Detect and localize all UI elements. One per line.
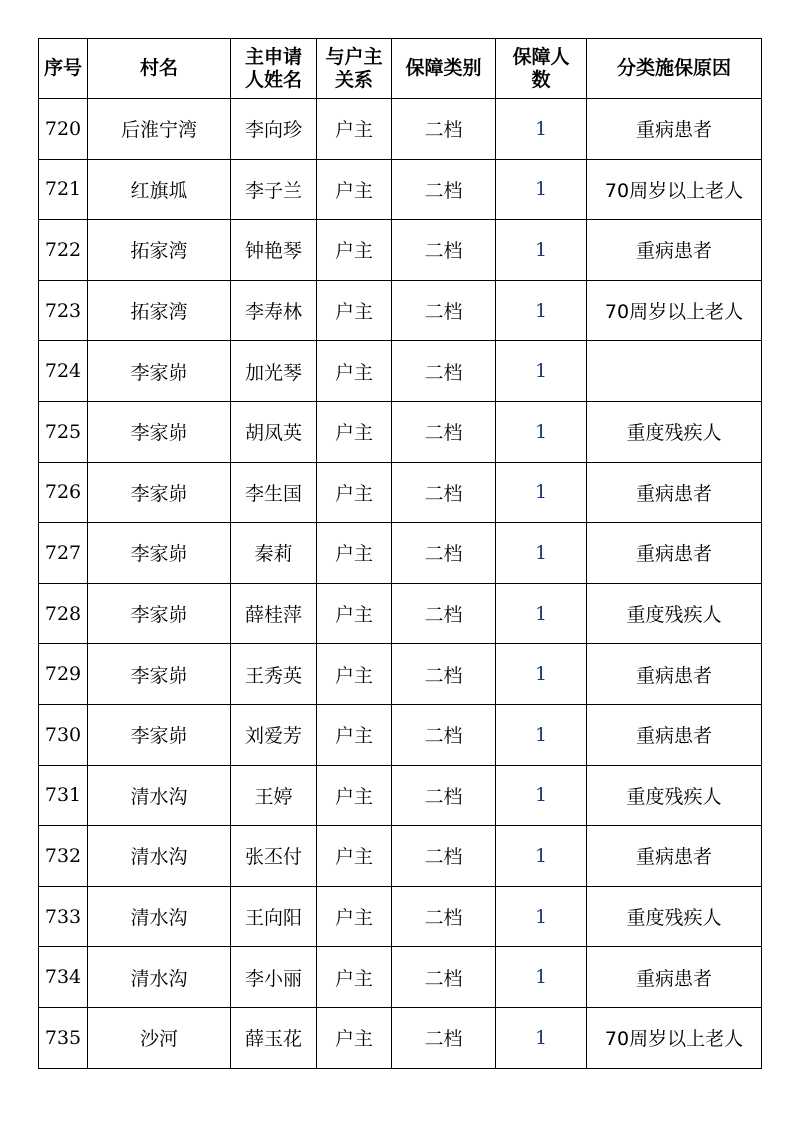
cell-count: 1 bbox=[496, 704, 587, 765]
cell-applicant-name: 李小丽 bbox=[231, 947, 317, 1008]
cell-reason: 重病患者 bbox=[587, 99, 762, 160]
cell-count: 1 bbox=[496, 765, 587, 826]
cell-relation: 户主 bbox=[317, 401, 392, 462]
cell-village: 李家峁 bbox=[88, 523, 231, 584]
cell-reason: 重病患者 bbox=[587, 220, 762, 281]
cell-count: 1 bbox=[496, 523, 587, 584]
cell-reason: 70周岁以上老人 bbox=[587, 1007, 762, 1068]
cell-reason: 重病患者 bbox=[587, 644, 762, 705]
cell-index: 728 bbox=[39, 583, 88, 644]
cell-index: 734 bbox=[39, 947, 88, 1008]
cell-count: 1 bbox=[496, 886, 587, 947]
cell-village: 清水沟 bbox=[88, 765, 231, 826]
cell-count: 1 bbox=[496, 583, 587, 644]
cell-category: 二档 bbox=[392, 826, 496, 887]
header-count-line2: 数 bbox=[531, 68, 551, 91]
cell-index: 732 bbox=[39, 826, 88, 887]
header-village: 村名 bbox=[88, 39, 231, 99]
cell-category: 二档 bbox=[392, 401, 496, 462]
header-index: 序号 bbox=[39, 39, 88, 99]
cell-village: 拓家湾 bbox=[88, 280, 231, 341]
cell-category: 二档 bbox=[392, 644, 496, 705]
header-applicant-name bbox=[231, 39, 317, 99]
cell-index: 726 bbox=[39, 462, 88, 523]
cell-reason: 重度残疾人 bbox=[587, 401, 762, 462]
cell-village: 拓家湾 bbox=[88, 220, 231, 281]
table-row bbox=[39, 280, 762, 341]
cell-relation: 户主 bbox=[317, 644, 392, 705]
cell-relation: 户主 bbox=[317, 523, 392, 584]
cell-reason: 重病患者 bbox=[587, 947, 762, 1008]
cell-category: 二档 bbox=[392, 159, 496, 220]
cell-applicant-name: 李生国 bbox=[231, 462, 317, 523]
cell-count: 1 bbox=[496, 826, 587, 887]
cell-relation: 户主 bbox=[317, 765, 392, 826]
table-row bbox=[39, 159, 762, 220]
cell-category: 二档 bbox=[392, 583, 496, 644]
header-applicant-line2: 人姓名 bbox=[244, 68, 302, 91]
header-reason: 分类施保原因 bbox=[587, 39, 762, 99]
table-row bbox=[39, 462, 762, 523]
table-body bbox=[39, 99, 762, 1069]
cell-category: 二档 bbox=[392, 886, 496, 947]
cell-relation: 户主 bbox=[317, 1007, 392, 1068]
cell-relation: 户主 bbox=[317, 220, 392, 281]
cell-applicant-name: 王向阳 bbox=[231, 886, 317, 947]
table-row bbox=[39, 704, 762, 765]
cell-village: 李家峁 bbox=[88, 704, 231, 765]
table-row bbox=[39, 947, 762, 1008]
cell-applicant-name: 秦莉 bbox=[231, 523, 317, 584]
cell-applicant-name: 王秀英 bbox=[231, 644, 317, 705]
cell-applicant-name: 刘爱芳 bbox=[231, 704, 317, 765]
cell-village: 李家峁 bbox=[88, 462, 231, 523]
cell-index: 730 bbox=[39, 704, 88, 765]
table-row bbox=[39, 1007, 762, 1068]
cell-reason: 重病患者 bbox=[587, 523, 762, 584]
cell-relation: 户主 bbox=[317, 99, 392, 160]
header-relation bbox=[317, 39, 392, 99]
cell-index: 731 bbox=[39, 765, 88, 826]
header-relation-line2: 关系 bbox=[334, 68, 373, 91]
table-row bbox=[39, 401, 762, 462]
cell-relation: 户主 bbox=[317, 341, 392, 402]
table-row bbox=[39, 583, 762, 644]
cell-reason: 重度残疾人 bbox=[587, 886, 762, 947]
cell-relation: 户主 bbox=[317, 704, 392, 765]
cell-index: 727 bbox=[39, 523, 88, 584]
table-row bbox=[39, 644, 762, 705]
cell-village: 李家峁 bbox=[88, 644, 231, 705]
cell-applicant-name: 胡凤英 bbox=[231, 401, 317, 462]
header-relation-line1: 与户主 bbox=[325, 45, 383, 68]
cell-applicant-name: 加光琴 bbox=[231, 341, 317, 402]
cell-count: 1 bbox=[496, 462, 587, 523]
header-row bbox=[39, 39, 762, 99]
cell-village: 李家峁 bbox=[88, 341, 231, 402]
cell-category: 二档 bbox=[392, 1007, 496, 1068]
cell-count: 1 bbox=[496, 341, 587, 402]
cell-relation: 户主 bbox=[317, 826, 392, 887]
cell-reason: 重病患者 bbox=[587, 462, 762, 523]
cell-category: 二档 bbox=[392, 947, 496, 1008]
table-row bbox=[39, 886, 762, 947]
cell-relation: 户主 bbox=[317, 886, 392, 947]
header-applicant-line1: 主申请 bbox=[244, 45, 302, 68]
cell-count: 1 bbox=[496, 99, 587, 160]
cell-count: 1 bbox=[496, 159, 587, 220]
cell-applicant-name: 李子兰 bbox=[231, 159, 317, 220]
cell-applicant-name: 薛玉花 bbox=[231, 1007, 317, 1068]
cell-category: 二档 bbox=[392, 220, 496, 281]
cell-village: 清水沟 bbox=[88, 886, 231, 947]
cell-reason: 重度残疾人 bbox=[587, 583, 762, 644]
cell-reason bbox=[587, 341, 762, 402]
cell-index: 729 bbox=[39, 644, 88, 705]
cell-index: 723 bbox=[39, 280, 88, 341]
cell-category: 二档 bbox=[392, 99, 496, 160]
cell-category: 二档 bbox=[392, 462, 496, 523]
table-row bbox=[39, 765, 762, 826]
cell-applicant-name: 张丕付 bbox=[231, 826, 317, 887]
cell-count: 1 bbox=[496, 947, 587, 1008]
cell-category: 二档 bbox=[392, 341, 496, 402]
table-row bbox=[39, 341, 762, 402]
cell-village: 后淮宁湾 bbox=[88, 99, 231, 160]
cell-village: 清水沟 bbox=[88, 826, 231, 887]
cell-relation: 户主 bbox=[317, 159, 392, 220]
cell-relation: 户主 bbox=[317, 583, 392, 644]
cell-relation: 户主 bbox=[317, 280, 392, 341]
cell-applicant-name: 薛桂萍 bbox=[231, 583, 317, 644]
cell-village: 红旗坬 bbox=[88, 159, 231, 220]
cell-index: 733 bbox=[39, 886, 88, 947]
table-row bbox=[39, 826, 762, 887]
cell-count: 1 bbox=[496, 401, 587, 462]
cell-index: 724 bbox=[39, 341, 88, 402]
cell-reason: 70周岁以上老人 bbox=[587, 280, 762, 341]
cell-count: 1 bbox=[496, 644, 587, 705]
cell-category: 二档 bbox=[392, 280, 496, 341]
cell-village: 李家峁 bbox=[88, 583, 231, 644]
header-count-line1: 保障人 bbox=[512, 45, 570, 68]
cell-index: 720 bbox=[39, 99, 88, 160]
table-row bbox=[39, 220, 762, 281]
cell-village: 清水沟 bbox=[88, 947, 231, 1008]
cell-applicant-name: 钟艳琴 bbox=[231, 220, 317, 281]
cell-count: 1 bbox=[496, 1007, 587, 1068]
cell-applicant-name: 李寿林 bbox=[231, 280, 317, 341]
cell-reason: 重病患者 bbox=[587, 826, 762, 887]
cell-index: 722 bbox=[39, 220, 88, 281]
cell-count: 1 bbox=[496, 280, 587, 341]
cell-index: 735 bbox=[39, 1007, 88, 1068]
cell-relation: 户主 bbox=[317, 947, 392, 1008]
cell-count: 1 bbox=[496, 220, 587, 281]
cell-category: 二档 bbox=[392, 523, 496, 584]
cell-index: 721 bbox=[39, 159, 88, 220]
cell-reason: 重病患者 bbox=[587, 704, 762, 765]
cell-applicant-name: 李向珍 bbox=[231, 99, 317, 160]
cell-index: 725 bbox=[39, 401, 88, 462]
table-row bbox=[39, 99, 762, 160]
cell-reason: 重度残疾人 bbox=[587, 765, 762, 826]
table-row bbox=[39, 523, 762, 584]
cell-category: 二档 bbox=[392, 704, 496, 765]
assistance-roster-table bbox=[38, 38, 762, 1069]
cell-reason: 70周岁以上老人 bbox=[587, 159, 762, 220]
cell-village: 李家峁 bbox=[88, 401, 231, 462]
cell-village: 沙河 bbox=[88, 1007, 231, 1068]
header-category: 保障类别 bbox=[392, 39, 496, 99]
cell-category: 二档 bbox=[392, 765, 496, 826]
table-header bbox=[39, 39, 762, 99]
cell-relation: 户主 bbox=[317, 462, 392, 523]
cell-applicant-name: 王婷 bbox=[231, 765, 317, 826]
header-count bbox=[496, 39, 587, 99]
